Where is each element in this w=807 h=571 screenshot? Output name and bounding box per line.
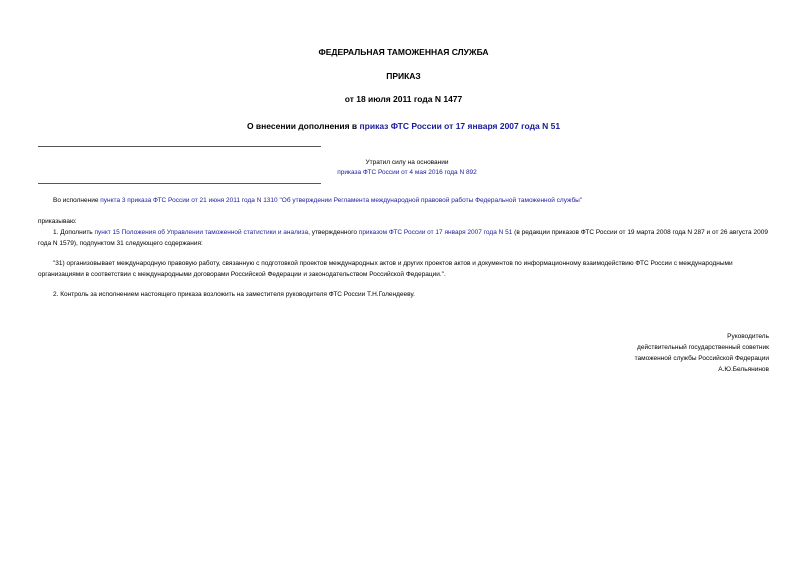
item-1-link-order[interactable]: приказом ФТС России от 17 января 2007 года N 51 bbox=[358, 229, 513, 236]
intro-prefix: Во исполнение bbox=[53, 197, 101, 204]
item-2-paragraph: 2. Контроль за исполнением настоящего приказа возложить на заместителя руководителя ФТС России Т.Н.Голендееву. bbox=[53, 291, 415, 298]
signature-rank-1: действительный государственный советник bbox=[637, 344, 769, 351]
title-prefix: О внесении дополнения в bbox=[246, 121, 360, 131]
divider-bottom bbox=[38, 183, 321, 184]
date-number-heading: от 18 июля 2011 года N 1477 bbox=[344, 94, 463, 104]
title-link[interactable]: приказ ФТС России от 17 января 2007 года N 51 bbox=[359, 121, 561, 131]
void-notice-text: Утратил силу на основании bbox=[365, 159, 449, 166]
doc-type-heading: ПРИКАЗ bbox=[386, 71, 421, 81]
divider-top bbox=[38, 146, 321, 147]
order-word: приказываю: bbox=[38, 218, 77, 225]
signature-name: А.Ю.Бельянинов bbox=[718, 366, 769, 373]
signature-title: Руководитель bbox=[727, 333, 769, 340]
item-1-mid: , утвержденного bbox=[308, 229, 359, 236]
item-1-link-regulation[interactable]: пункт 15 Положения об Управлении таможенной статистики и анализа bbox=[94, 229, 309, 236]
intro-paragraph bbox=[53, 196, 773, 207]
document-title bbox=[0, 121, 807, 131]
void-notice-link[interactable]: приказа ФТС России от 4 мая 2016 года N 892 bbox=[337, 169, 477, 176]
signature-rank-2: таможенной службы Российской Федерации bbox=[634, 355, 769, 362]
intro-link[interactable]: пункта 3 приказа ФТС России от 21 июня 2011 года N 1310 "Об утверждении Регламента международной правовой работы Федеральной таможенной службы" bbox=[100, 197, 583, 204]
item-1-paragraph bbox=[38, 228, 770, 249]
quote-paragraph: "31) организовывает международную правовую работу, связанную с подготовкой проектов международных актов и других проектов актов и документов по информационному взаимодействию ФТС России с международными организациями в соответствии с международными договорами Российской Федерации и законодательством Российской Федерации.". bbox=[38, 260, 733, 278]
item-1-prefix: 1. Дополнить bbox=[53, 229, 95, 236]
agency-heading: ФЕДЕРАЛЬНАЯ ТАМОЖЕННАЯ СЛУЖБА bbox=[318, 47, 489, 57]
item-1-suffix: (в редакции приказов ФТС России от 19 марта 2008 года N 287 и от 26 августа 2009 года N 1579), подпунктом 31 следующего содержания: bbox=[38, 229, 768, 247]
